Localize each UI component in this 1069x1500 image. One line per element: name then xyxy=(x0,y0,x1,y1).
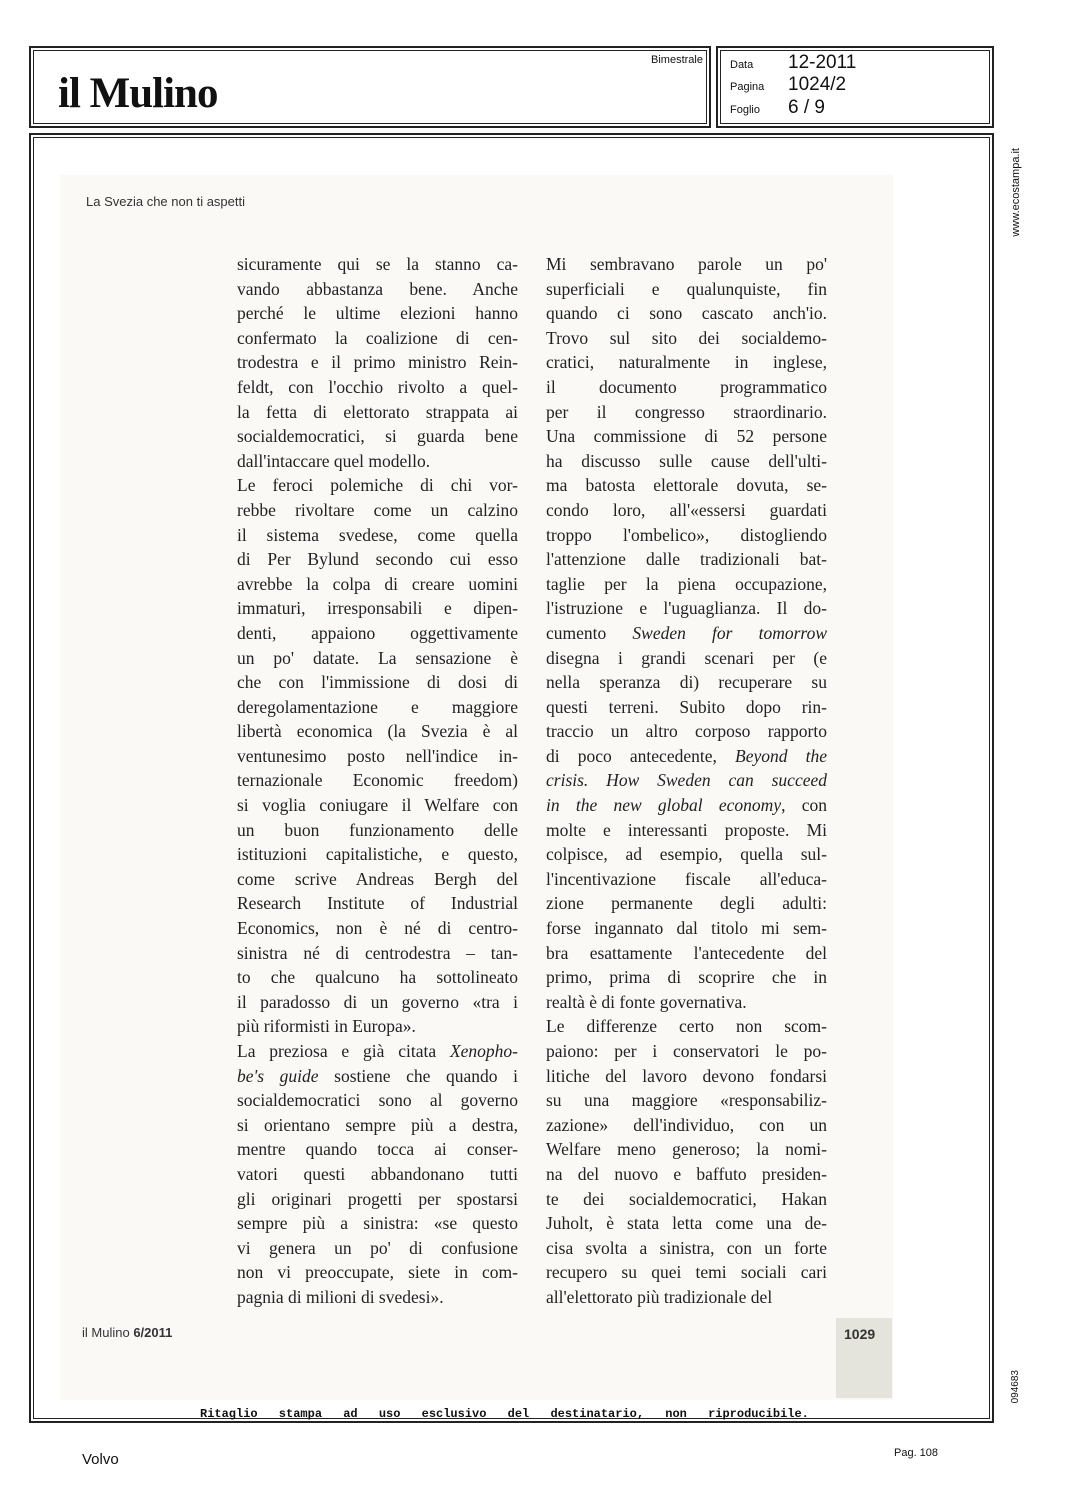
text-line: zazione» dell'individuo, con un xyxy=(546,1114,827,1135)
text-line: ma batosta elettorale dovuta, se- xyxy=(546,475,827,496)
text-line: su una maggiore «responsabiliz- xyxy=(546,1090,827,1111)
header-meta-box xyxy=(716,46,994,128)
text-line: confermato la coalizione di cen- xyxy=(237,327,518,348)
article-column-left xyxy=(237,252,518,1310)
text-line: realtà è di fonte governativa. xyxy=(546,991,747,1012)
text-line: crisis. How Sweden can succeed xyxy=(546,770,827,791)
text-line: trodestra e il primo ministro Rein- xyxy=(237,352,518,373)
meta-sheet-value: 6 / 9 xyxy=(788,97,825,118)
text-line: cisa svolta a sinistra, con un forte xyxy=(546,1237,827,1258)
text-line: socialdemocratici sono al governo xyxy=(237,1090,518,1111)
text-line: Juholt, è stata letta come una de- xyxy=(546,1213,827,1234)
text-line: condo loro, all'«essersi guardati xyxy=(546,499,827,520)
meta-page-label: Pagina xyxy=(730,81,765,93)
text-line: di Per Bylund secondo cui esso xyxy=(237,549,518,570)
text-line: immaturi, irresponsabili e dipen- xyxy=(237,598,518,619)
text-line: il paradosso di un governo «tra i xyxy=(237,991,518,1012)
disclaimer: Ritaglio stampa ad uso esclusivo del destinatario, non riproducibile. xyxy=(200,1407,809,1421)
text-line: Mi sembravano parole un po' xyxy=(546,254,827,274)
text-line: disegna i grandi scenari per (e xyxy=(546,647,827,668)
text-line: questi terreni. Subito dopo rin- xyxy=(546,696,827,717)
text-line: per il congresso straordinario. xyxy=(546,401,827,422)
text-line: vando abbastanza bene. Anche xyxy=(237,278,518,299)
text-line: Trovo sul sito dei socialdemo- xyxy=(546,327,827,348)
text-line: l'attenzione dalle tradizionali bat- xyxy=(546,549,827,570)
text-line: che con l'immissione di dosi di xyxy=(237,672,518,693)
text-line: l'incentivazione fiscale all'educa- xyxy=(546,868,827,889)
text-line: pagnia di milioni di svedesi». xyxy=(237,1286,444,1307)
text-line: feldt, con l'occhio rivolto a quel- xyxy=(237,376,518,397)
text-line: troppo l'ombelico», distogliendo xyxy=(546,524,827,545)
text-line: Welfare meno generoso; la nomi- xyxy=(546,1139,827,1160)
text-line: paiono: per i conservatori le po- xyxy=(546,1041,827,1061)
text-line: Le differenze certo non scom- xyxy=(546,1016,827,1037)
page-footer-journal xyxy=(82,1325,172,1340)
meta-sheet xyxy=(730,97,825,119)
text-line: dall'intaccare quel modello. xyxy=(237,450,431,471)
meta-page xyxy=(730,74,846,96)
text-line: quando ci sono cascato anch'io. xyxy=(546,303,827,324)
text-line: ha discusso sulle cause dell'ulti- xyxy=(546,450,827,471)
meta-date-label: Data xyxy=(730,59,754,71)
text-line: to che qualcuno ha sottolineato xyxy=(237,967,518,988)
text-line: cumento Sweden for tomorrow xyxy=(546,622,827,643)
text-line: vi genera un po' di confusione xyxy=(237,1237,518,1258)
text-line: ventunesimo posto nell'indice in- xyxy=(237,745,518,766)
text-line: vatori questi abbandonano tutti xyxy=(237,1163,518,1184)
text-line: sempre più a sinistra: «se questo xyxy=(237,1213,518,1234)
text-line: la fetta di elettorato strappata ai xyxy=(237,401,518,422)
text-line: denti, appaiono oggettivamente xyxy=(237,622,518,643)
side-code: 094683 xyxy=(1010,1370,1021,1404)
text-line: un buon funzionamento delle xyxy=(237,819,518,840)
text-line: te dei socialdemocratici, Hakan xyxy=(546,1188,827,1209)
page-footer-issue: 6/2011 xyxy=(133,1325,173,1340)
text-line: non vi preoccupate, siete in com- xyxy=(237,1262,518,1283)
text-line: il sistema svedese, come quella xyxy=(237,524,518,545)
side-url: www.ecostampa.it xyxy=(1010,148,1022,237)
text-line: avrebbe la colpa di creare uomini xyxy=(237,573,518,594)
text-line: zione permanente degli adulti: xyxy=(546,893,827,914)
text-line: Una commissione di 52 persone xyxy=(546,426,827,447)
page-footer-title: il Mulino xyxy=(82,1325,130,1340)
text-line: be's guide sostiene che quando i xyxy=(237,1065,519,1086)
text-line: bra esattamente l'antecedente del xyxy=(546,942,827,963)
article-column-right xyxy=(546,252,827,1310)
text-line: mentre quando tocca ai conser- xyxy=(237,1139,518,1160)
text-line: si orientano sempre più a destra, xyxy=(237,1114,518,1135)
text-line: come scrive Andreas Bergh del xyxy=(237,868,518,889)
text-line: di poco antecedente, Beyond the xyxy=(546,745,827,766)
text-line: sicuramente qui se la stanno ca- xyxy=(237,254,518,274)
text-line: all'elettorato più tradizionale del xyxy=(546,1286,773,1307)
running-head: La Svezia che non ti aspetti xyxy=(86,194,245,209)
text-line: Research Institute of Industrial xyxy=(237,893,518,914)
text-line: colpisce, ad esempio, quella sul- xyxy=(546,844,827,865)
text-line: rebbe rivoltare come un calzino xyxy=(237,499,518,520)
text-line: Le feroci polemiche di chi vor- xyxy=(237,475,518,496)
text-line: l'istruzione e l'uguaglianza. Il do- xyxy=(546,598,827,619)
page-number: 1029 xyxy=(844,1326,876,1342)
meta-date-value: 12-2011 xyxy=(788,52,857,73)
text-line: socialdemocratici, si guarda bene xyxy=(237,426,518,447)
text-line: in the new global economy, con xyxy=(546,795,827,816)
text-line: deregolamentazione e maggiore xyxy=(237,696,518,717)
text-line: traccio un altro corposo rapporto xyxy=(546,721,827,742)
text-line: istituzioni capitalistiche, e questo, xyxy=(237,844,518,865)
footer-client: Volvo xyxy=(82,1451,119,1468)
text-line: superficiali e qualunquiste, fin xyxy=(546,278,827,299)
text-line: taglie per la piena occupazione, xyxy=(546,573,827,594)
text-line: na del nuovo e baffuto presiden- xyxy=(546,1163,827,1184)
text-line: Economics, non è né di centro- xyxy=(237,918,518,939)
text-line: cratici, naturalmente in inglese, xyxy=(546,352,827,373)
text-line: un po' datate. La sensazione è xyxy=(237,647,518,668)
text-line: si voglia coniugare il Welfare con xyxy=(237,795,518,816)
meta-date xyxy=(730,52,856,74)
meta-page-value: 1024/2 xyxy=(788,74,847,95)
text-line: perché le ultime elezioni hanno xyxy=(237,303,518,324)
text-line: molte e interessanti proposte. Mi xyxy=(546,819,827,840)
periodicity-label: Bimestrale xyxy=(651,54,703,66)
text-line: primo, prima di scoprire che in xyxy=(546,967,827,988)
text-line: sinistra né di centrodestra – tan- xyxy=(237,942,518,963)
text-line: gli originari progetti per spostarsi xyxy=(237,1188,518,1209)
text-line: La preziosa e già citata Xenopho- xyxy=(237,1041,518,1061)
text-line: forse ingannato dal titolo mi sem- xyxy=(546,918,827,939)
text-line: recupero su quei temi sociali cari xyxy=(546,1262,827,1283)
meta-sheet-label: Foglio xyxy=(730,104,760,116)
text-line: litiche del lavoro devono fondarsi xyxy=(546,1065,827,1086)
text-line: il documento programmatico xyxy=(546,376,827,397)
text-line: nella speranza di) recuperare su xyxy=(546,672,827,693)
header-masthead-box xyxy=(29,46,711,128)
footer-page: Pag. 108 xyxy=(894,1447,939,1459)
text-line: ternazionale Economic freedom) xyxy=(237,770,518,791)
text-line: libertà economica (la Svezia è al xyxy=(237,721,518,742)
masthead-logo: il Mulino xyxy=(58,70,218,117)
text-line: più riformisti in Europa». xyxy=(237,1016,416,1037)
